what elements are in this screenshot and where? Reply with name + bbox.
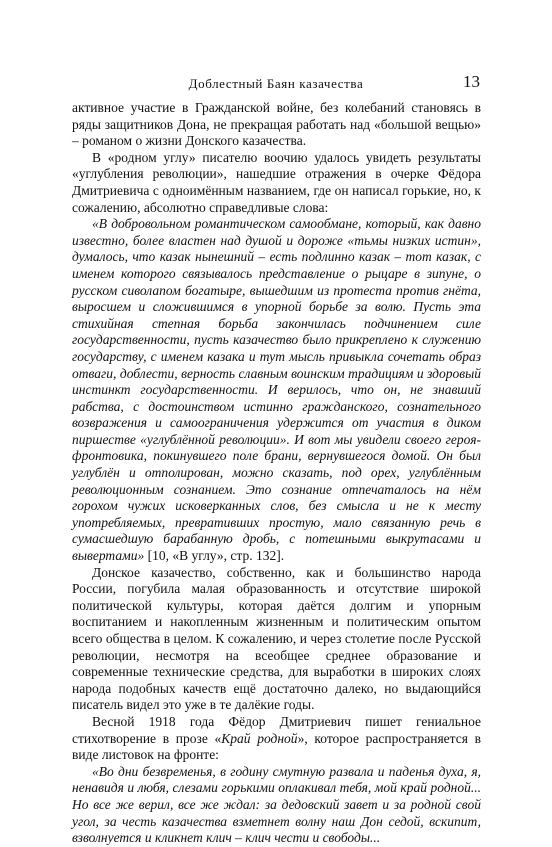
running-title: Доблестный Баян казачества (188, 76, 364, 91)
quotation-1-reference: [10, «В углу», стр. 132]. (144, 548, 285, 564)
poem-title: Край родной (221, 730, 298, 746)
quotation-1-text: «В добровольном романтическом самообмане, который, как давно известно, более властен над душой и дороже «тьмы низких истин», думалось, что казак нынешний – есть подлинно казак – тот казак, с именем которого связывалось представление о рыцаре в зипуне, о русском сиволапом богатыре, вышедшим из протеста против гнёта, выросшем и сложившимся в упорной борьбе за волю. Пусть эта стихийная степная борьба закончилась подчинением силе государственности, пусть казачество было прикреплено к служению государству, с именем казака и тут мысль привыкла сочетать образ отваги, доблести, верность славным воинским традициям и здоровый инстинкт государственности. И верилось, что он, не знавший рабства, с достоинством истинно гражданского, сознательного возвражения и самоограничения удержится от участия в диком пиршестве «углублённой революции». И вот мы увидели своего героя-фронтовика, покинувшего поле брани, вернувшегося домой. Он был углублён и отполирован, можно сказать, под орех, углублённым революционным сознанием. Это сознание отпечаталось на нём горохом чужих исковерканных слов, без смысла и не к месту употребляемых, превративших простую, мало связанную речь в сумасшедшую барабанную дробь, с потешными выкрутасами и вывертами» (72, 216, 481, 564)
paragraph-4 (72, 714, 481, 764)
paragraph-3: Донское казачество, собственно, как и большинство народа России, погубила малая образованность и отсутствие широкой политической культуры, которая даётся долгим и упорным воспитанием и накопленным жизненным и политическим опытом всего общества в целом. К сожалению, и через столетие после Русской революции, несмотря на всеобщее среднее образование и современные технические средства, для выработки в широких слоях народа подобных качеств ещё достаточно далеко, но выдающийся писатель видел это уже в те далёкие годы. (72, 564, 481, 713)
paragraph-4-lead: Весной 1918 года Фёдор Дмитриевич пишет гениальное стихотворение в прозе « (72, 713, 481, 746)
paragraph-4-tail: », которое распространяется в виде листовок на фронте: (72, 730, 481, 763)
paragraph-2: В «родном углу» писателю воочию удалось увидеть результаты «углубления революции», нашедшие отражения в очерке Фёдора Дмитриевича с одноимённым названием, где он написал горькие, но, к сожалению, абсолютно справедливые слова: (72, 149, 481, 215)
page-number: 13 (463, 72, 480, 91)
quotation-2: «Во дни безвременья, в годину смутную развала и паденья духа, я, ненавидя и любя, слезами горькими оплакивал тебя, мой край родной... Но все же верил, все же ждал: за дедовский завет и за родной свой угол, за честь казачества взметнет волну наш Дон седой, вскипит, взволнуется и кликнет клич – клич чести и свободы... (72, 763, 481, 846)
page-header (72, 72, 480, 96)
body-text (72, 100, 481, 847)
quotation-1 (72, 216, 481, 564)
paragraph-1: активное участие в Гражданской войне, без колебаний становясь в ряды защитников Дона, не прекращая работать над «большой вещью» – романом о жизни Донского казачества. (72, 100, 481, 149)
